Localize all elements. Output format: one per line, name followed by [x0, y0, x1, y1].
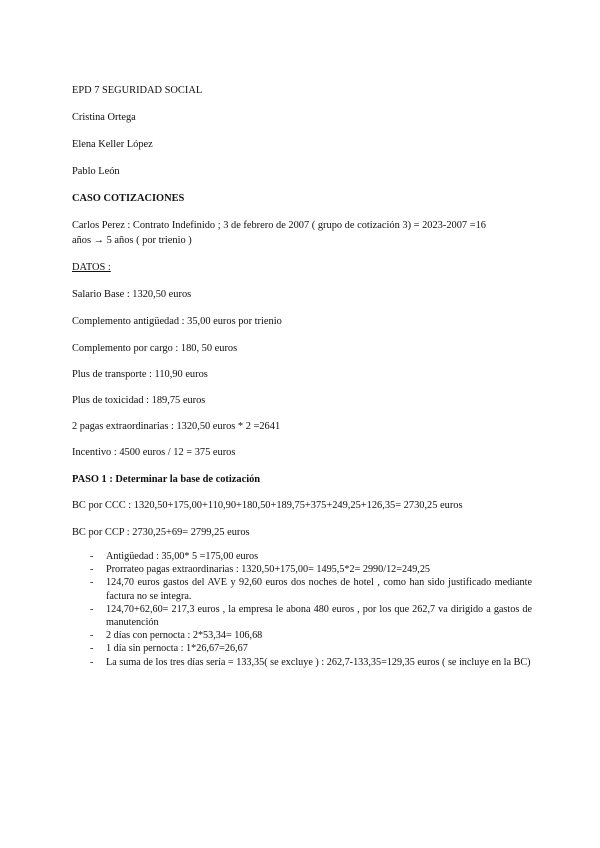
list-bullet: -	[90, 656, 94, 668]
list-item: - Prorrateo pagas extraordinarias : 1320,50+175,00= 1495,5*2= 2990/12=249,25	[90, 564, 431, 576]
datos-heading: DATOS :	[72, 262, 111, 273]
list-bullet: -	[90, 603, 94, 615]
document-title: EPD 7 SEGURIDAD SOCIAL	[72, 85, 203, 96]
list-bullet: -	[90, 643, 94, 655]
intro-line: Carlos Perez : Contrato Indefinido ; 3 de febrero de 2007 ( grupo de cotización 3) = 2023-2007 =16	[72, 220, 486, 231]
calculation-list	[72, 550, 532, 669]
datos-item: Plus de toxicidad : 189,75 euros	[72, 395, 206, 406]
bc-ccp-line: BC por CCP : 2730,25+69= 2799,25 euros	[72, 527, 250, 538]
case-heading: CASO COTIZACIONES	[72, 193, 185, 204]
paso1-heading: PASO 1 : Determinar la base de cotización	[72, 474, 261, 485]
datos-item: Incentivo : 4500 euros / 12 = 375 euros	[72, 447, 236, 458]
list-bullet: -	[90, 577, 94, 589]
datos-item: Salario Base : 1320,50 euros	[72, 289, 192, 300]
intro-line: años → 5 años ( por trienio )	[72, 235, 192, 246]
bc-ccc-line: BC por CCC : 1320,50+175,00+110,90+180,50+189,75+375+249,25+126,35= 2730,25 euros	[72, 500, 463, 511]
list-item: - 2 días con pernocta : 2*53,34= 106,68	[90, 630, 263, 642]
list-item: - 1 día sin pernocta : 1*26,67=26,67	[90, 643, 248, 655]
datos-item: Plus de transporte : 110,90 euros	[72, 369, 208, 380]
datos-item: 2 pagas extraordinarias : 1320,50 euros * 2 =2641	[72, 421, 281, 432]
author-name: Cristina Ortega	[72, 112, 136, 123]
list-bullet: -	[90, 564, 94, 576]
datos-item: Complemento por cargo : 180, 50 euros	[72, 343, 238, 354]
list-bullet: -	[90, 630, 94, 642]
author-name: Pablo León	[72, 166, 120, 177]
list-item: - 124,70+62,60= 217,3 euros , la empresa le abona 480 euros , por los que 262,7 va dirigido a gastos de manutención	[90, 603, 532, 629]
list-item: - La suma de los tres días sería = 133,35( se excluye ) : 262,7-133,35=129,35 euros ( se incluye en la BC)	[90, 656, 531, 668]
list-item: - 124,70 euros gastos del AVE y 92,60 euros dos noches de hotel , como han sido justificado mediante factura no se integra.	[90, 577, 532, 602]
list-bullet: -	[90, 551, 94, 562]
list-item: - Antigüedad : 35,00* 5 =175,00 euros	[90, 551, 259, 562]
author-name: Elena Keller López	[72, 139, 153, 150]
datos-item: Complemento antigüedad : 35,00 euros por trienio	[72, 316, 282, 327]
